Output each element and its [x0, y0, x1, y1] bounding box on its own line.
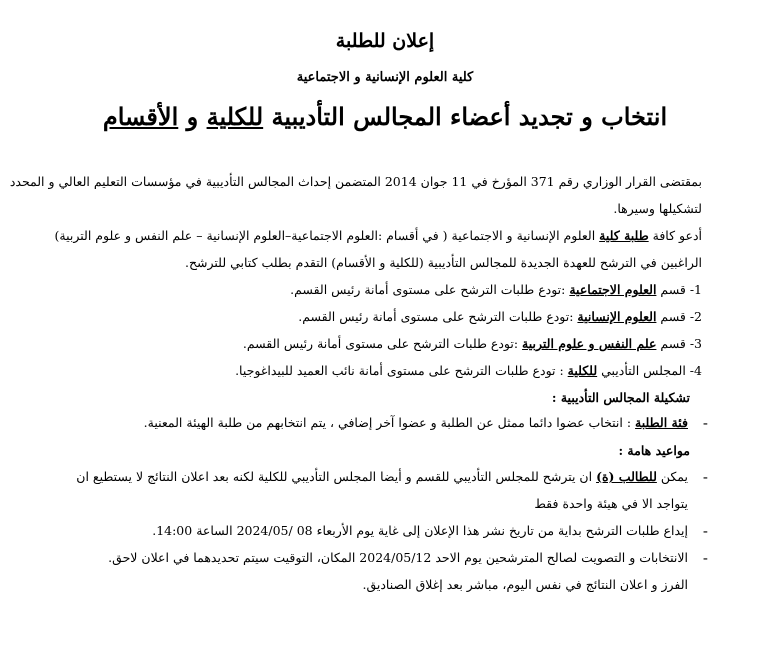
list-item-psychology — [40, 335, 702, 353]
composition-students — [40, 414, 688, 432]
item4-prefix: 4- المجلس التأديبي — [597, 363, 702, 378]
section-dates-title: مواعيد هامة : — [618, 443, 690, 458]
b1-prefix: يمكن — [656, 469, 688, 484]
bullet-dash: - — [702, 468, 708, 486]
item1-text: :تودع طلبات الترشح على مستوى أمانة رئيس القسم. — [290, 282, 570, 297]
dates-item-elections: الانتخابات و التصويت لصالح المترشحين يوم الاحد 2024/05/12 المكان، التوقيت سيتم تحديدهما في اعلان لاحق. — [108, 550, 688, 565]
paragraph-decree-line1: بمقتضى القرار الوزاري رقم 371 المؤرخ في 11 جوان 2014 المتضمن إحداث المجالس التأديبية في مؤسسات التعليم العالي و المحدد — [9, 174, 702, 189]
invite-text-a: أدعو كافة — [648, 228, 702, 243]
item3-text: :تودع طلبات الترشح على مستوى أمانة رئيس القسم. — [242, 336, 523, 351]
list-item-humanities — [40, 308, 702, 326]
paragraph-decree-line2: لتشكيلها وسيرها. — [613, 201, 702, 216]
bullet-dash: - — [702, 522, 708, 540]
invite-text-c: العلوم الإنسانية و الاجتماعية ( في أقسام :العلوم الاجتماعية–العلوم الإنسانية – علم النفس و علوم التربية) — [54, 228, 600, 243]
headline-part1: انتخاب و تجديد أعضاء المجالس التأديبية — [263, 102, 668, 131]
dates-item-deposit: إيداع طلبات الترشح بداية من تاريخ نشر هذا الإعلان إلى غاية يوم الأربعاء 08 /2024/05 الساعة 14:00. — [152, 523, 688, 538]
headline-faculty: للكلية — [206, 102, 264, 131]
students-category: فئة الطلبة — [635, 415, 688, 430]
announcement-title: إعلان للطلبة — [335, 30, 435, 52]
item3-dept: علم النفس و علوم التربية — [522, 336, 657, 351]
list-item-social-sciences — [40, 281, 702, 299]
item3-prefix: 3- قسم — [656, 336, 702, 351]
bullet-dash: - — [702, 414, 708, 432]
students-text: : انتخاب عضوا دائما ممثل عن الطلبة و عضوا آخر إضافي ، يتم انتخابهم من طلبة الهيئة المعنية. — [143, 415, 636, 430]
dates-item-candidacy-line2: يتواجد الا في هيئة واحدة فقط — [534, 496, 688, 511]
faculty-name: كلية العلوم الإنسانية و الاجتماعية — [296, 70, 474, 85]
b1-student: للطالب (ة) — [596, 469, 657, 484]
item2-text: :تودع طلبات الترشح على مستوى أمانة رئيس القسم. — [298, 309, 578, 324]
dates-item-candidacy — [40, 468, 688, 486]
headline — [0, 102, 770, 131]
dates-item-elections-line2: الفرز و اعلان النتائج في نفس اليوم، مباشر بعد إغلاق الصناديق. — [362, 577, 688, 592]
item4-dept: للكلية — [567, 363, 598, 378]
item2-prefix: 2- قسم — [656, 309, 702, 324]
section-composition-title: تشكيلة المجالس التأديبية : — [551, 390, 690, 405]
invite-students-faculty: طلبة كلية — [599, 228, 649, 243]
b1-text: ان يترشح للمجلس التأديبي للقسم و أيضا المجلس التأديبي للكلية لكنه بعد اعلان النتائج لا يستطيع ان — [76, 469, 597, 484]
list-item-faculty-council — [40, 362, 702, 380]
bullet-dash: - — [702, 549, 708, 567]
item1-dept: العلوم الاجتماعية — [569, 282, 657, 297]
item4-text: : تودع طلبات الترشح على مستوى أمانة نائب العميد للبيداغوجيا. — [235, 363, 568, 378]
item1-prefix: 1- قسم — [656, 282, 702, 297]
paragraph-invite-line1 — [40, 227, 702, 245]
headline-departments: الأقسام — [102, 102, 179, 131]
item2-dept: العلوم الإنسانية — [577, 309, 657, 324]
paragraph-invite-line2: الراغبين في الترشح للعهدة الجديدة للمجالس التأديبية (للكلية و الأقسام) التقدم بطلب كتابي للترشح. — [185, 255, 702, 270]
headline-and: و — [178, 102, 207, 131]
